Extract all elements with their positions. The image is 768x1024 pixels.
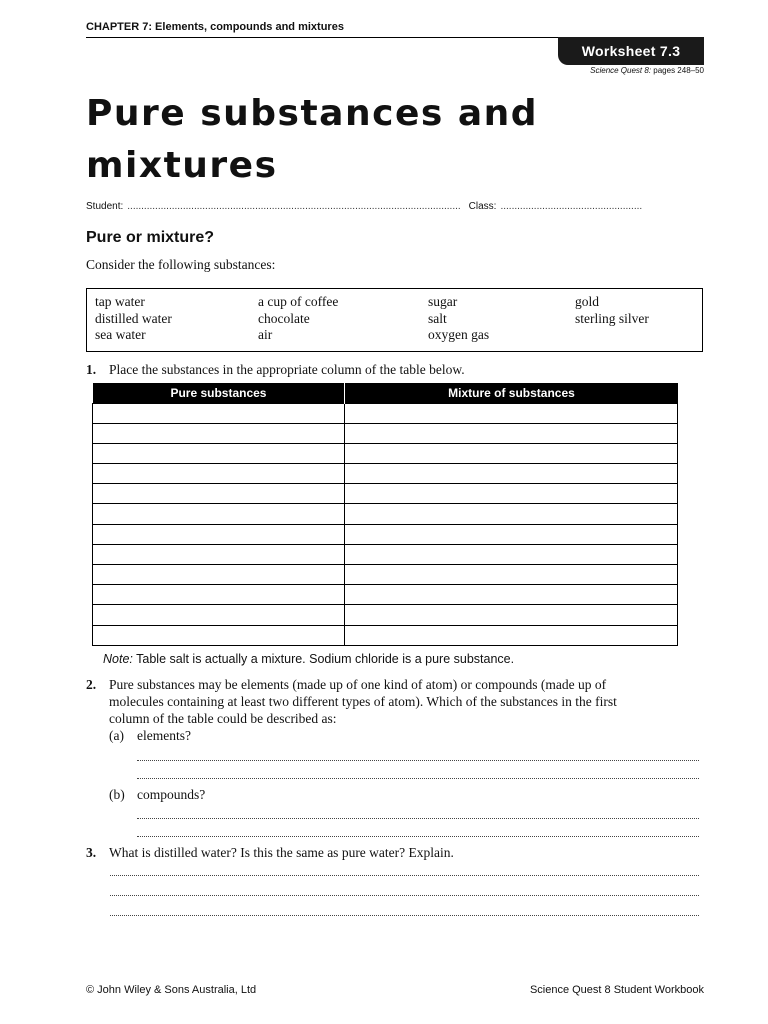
student-class-row (86, 201, 704, 212)
reference-pages: pages 248–50 (653, 66, 704, 75)
substance-list (86, 288, 703, 352)
class-label: Class: (468, 201, 497, 212)
section-intro: Consider the following substances: (86, 257, 276, 272)
column-header-pure: Pure substances (93, 383, 345, 403)
question-1 (86, 361, 706, 379)
student-field[interactable]: ........................................................................................................................ (127, 201, 461, 212)
footer-book-title: Science Quest 8 Student Workbook (529, 984, 704, 996)
table-row (93, 565, 678, 585)
pure-substance-cell[interactable] (93, 443, 345, 463)
substance-item: oxygen gas (428, 327, 490, 342)
note-label: Note: (103, 652, 133, 666)
part-b-label: (b) (109, 787, 125, 802)
question-text: What is distilled water? Is this the same as pure water? Explain. (109, 845, 454, 860)
substance-item: sterling silver (575, 310, 649, 326)
table-row (93, 625, 678, 645)
question-text-line: Pure substances may be elements (made up of one kind of atom) or compounds (made up of (109, 677, 607, 692)
footer-copyright: © John Wiley & Sons Australia, Ltd (86, 984, 257, 996)
substance-item: chocolate (258, 310, 310, 326)
question-text: Place the substances in the appropriate column of the table below. (109, 362, 465, 377)
question-number: 2. (86, 677, 97, 692)
pure-substance-cell[interactable] (93, 403, 345, 423)
answer-table (92, 383, 678, 646)
reference-book: Science Quest 8: (590, 66, 652, 75)
worksheet-reference (590, 66, 704, 75)
question-text-line: column of the table could be described as: (109, 711, 337, 726)
part-a-label: (a) (109, 728, 124, 743)
table-row (93, 605, 678, 625)
question-text-line: molecules containing at least two different types of atom). Which of the substances in the first (109, 694, 617, 709)
mixture-cell[interactable] (345, 423, 678, 443)
table-row (93, 464, 678, 484)
column-header-mixture: Mixture of substances (345, 383, 678, 403)
table-row (93, 524, 678, 544)
note-text: Table salt is actually a mixture. Sodium chloride is a pure substance. (132, 652, 515, 666)
table-row (93, 585, 678, 605)
substance-item: sugar (428, 294, 458, 309)
question-number: 3. (86, 845, 97, 860)
mixture-cell[interactable] (345, 524, 678, 544)
part-b-text: compounds? (137, 787, 206, 802)
answer-line[interactable] (110, 906, 699, 916)
substance-item: salt (428, 310, 447, 326)
chapter-heading: CHAPTER 7: Elements, compounds and mixtures (86, 21, 344, 33)
mixture-cell[interactable] (345, 443, 678, 463)
pure-substance-cell[interactable] (93, 524, 345, 544)
pure-substance-cell[interactable] (93, 585, 345, 605)
part-a-text: elements? (137, 728, 191, 743)
note (103, 652, 514, 666)
substance-item (575, 327, 695, 344)
pure-substance-cell[interactable] (93, 423, 345, 443)
table-row (93, 484, 678, 504)
student-label: Student: (86, 201, 124, 212)
mixture-cell[interactable] (345, 625, 678, 645)
class-field[interactable]: ................................................... (500, 201, 643, 212)
substance-item: sea water (95, 327, 146, 342)
pure-substance-cell[interactable] (93, 484, 345, 504)
question-number: 1. (86, 362, 97, 377)
page-title: Pure substances and mixtures (86, 93, 539, 186)
mixture-cell[interactable] (345, 464, 678, 484)
mixture-cell[interactable] (345, 605, 678, 625)
mixture-cell[interactable] (345, 544, 678, 564)
worksheet-badge: Worksheet 7.3 (558, 37, 704, 65)
table-row (93, 544, 678, 564)
answer-line[interactable] (137, 769, 699, 779)
answer-line[interactable] (137, 809, 699, 819)
mixture-cell[interactable] (345, 504, 678, 524)
mixture-cell[interactable] (345, 484, 678, 504)
substance-item: distilled water (95, 310, 172, 326)
answer-line[interactable] (110, 866, 699, 876)
mixture-cell[interactable] (345, 403, 678, 423)
substance-item: tap water (95, 294, 145, 309)
mixture-cell[interactable] (345, 565, 678, 585)
pure-substance-cell[interactable] (93, 504, 345, 524)
answer-line[interactable] (137, 751, 699, 761)
question-3 (86, 844, 706, 862)
answer-line[interactable] (137, 827, 699, 837)
pure-substance-cell[interactable] (93, 544, 345, 564)
table-row (93, 423, 678, 443)
mixture-cell[interactable] (345, 585, 678, 605)
substance-item: air (258, 327, 273, 342)
table-row (93, 443, 678, 463)
pure-substance-cell[interactable] (93, 565, 345, 585)
substance-item: a cup of coffee (258, 294, 339, 309)
answer-line[interactable] (110, 886, 699, 896)
table-row (93, 504, 678, 524)
section-heading: Pure or mixture? (86, 229, 215, 246)
pure-substance-cell[interactable] (93, 625, 345, 645)
pure-substance-cell[interactable] (93, 605, 345, 625)
table-row (93, 403, 678, 423)
answer-table-body (93, 403, 678, 645)
pure-substance-cell[interactable] (93, 464, 345, 484)
substance-item: gold (575, 294, 600, 309)
